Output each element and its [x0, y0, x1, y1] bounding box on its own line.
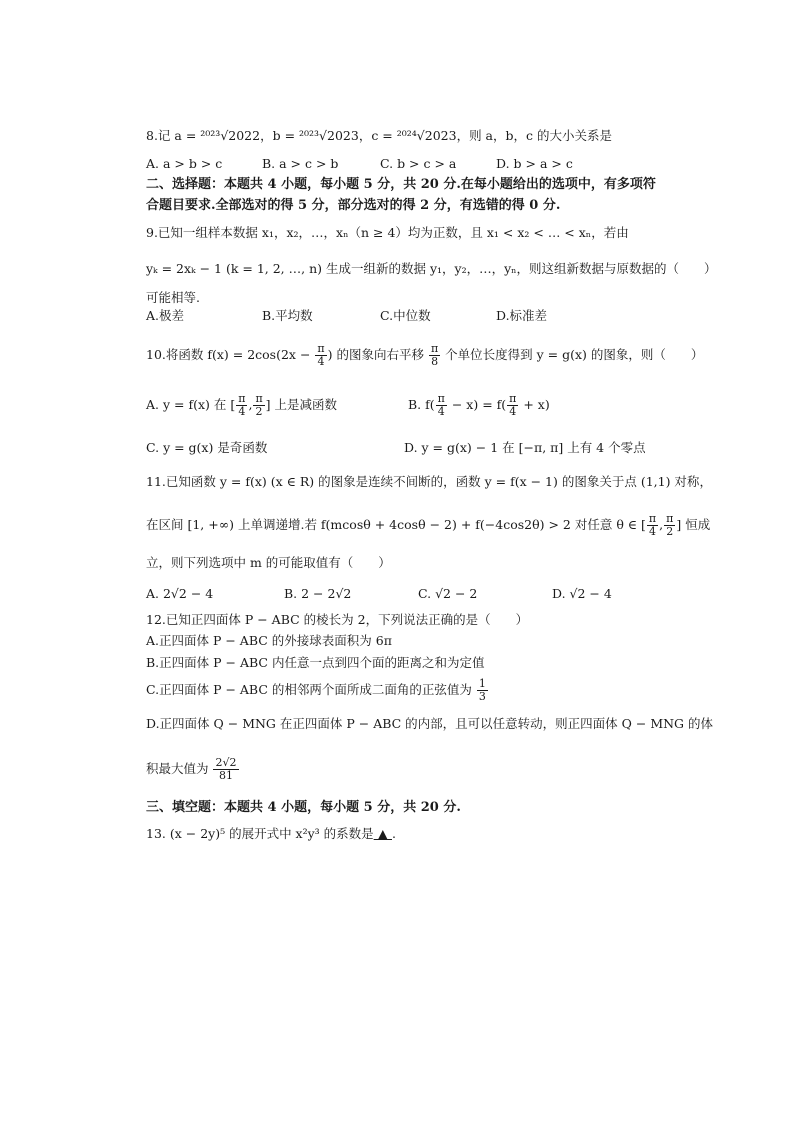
fraction-numerator: π [437, 392, 445, 405]
q12-option-d-line2 [146, 753, 240, 785]
q8-option-d: D. b > a > c [496, 156, 573, 171]
q8-option-b: B. a > c > b [262, 156, 339, 171]
fraction-one-third [477, 678, 488, 703]
fraction-2root2-over-81 [213, 757, 238, 782]
q12-option-c-text: C.正四面体 P − ABC 的相邻两个面所成二面角的正弦值为 [146, 682, 476, 697]
fraction-pi-over-2 [664, 513, 675, 538]
q9-line1: 9.已知一组样本数据 x₁，x₂，…，xₙ（n ≥ 4）均为正数，且 x₁ < x₂ < … < xₙ，若由 [146, 225, 629, 240]
fraction-pi-over-4 [647, 513, 658, 538]
section2-heading-line1: 二、选择题：本题共 4 小题，每小题 5 分，共 20 分.在每小题给出的选项中，有多项符 [146, 177, 656, 192]
q11-line2-part1: 在区间 [1, +∞) 上单调递增.若 f(mcosθ + 4cosθ − 2) + f(−4cos2θ) > 2 对任意 θ ∈ [ [146, 517, 646, 532]
q13-stem-text: 13. (x − 2y)⁵ 的展开式中 x²y³ 的系数是 [146, 826, 374, 841]
q8-option-c: C. b > c > a [380, 156, 457, 171]
fraction-pi-over-4 [436, 393, 447, 418]
q10-option-a: A. y = f(x) 在 [ $\frac{\pi}{4}$ , $\frac{\pi}{2}$ ] 上是减函数 [146, 392, 338, 418]
q10-fraction-pi-over-8 [429, 343, 440, 368]
fraction-pi-over-2 [253, 393, 264, 418]
q13-stem [146, 826, 396, 842]
fraction-denominator: 4 [509, 405, 517, 418]
q11-line2: 在区间 [1, +∞) 上单调递增.若 f(mcosθ + 4cosθ − 2) + f(−4cos2θ) > 2 对任意 θ ∈ [ $\frac{\pi}{4}$ , $\frac{\pi}{2}$ ] 恒成 [146, 512, 711, 538]
q9-line2: yₖ = 2xₖ − 1 (k = 1, 2, …, n) 生成一组新的数据 y₁，y₂，…，yₙ，则这组新数据与原数据的（ ） [146, 261, 717, 276]
fraction-numerator: π [255, 392, 263, 405]
q11-option-a: A. 2√2 − 4 [146, 586, 214, 601]
fraction-denominator: 4 [317, 355, 325, 368]
q10-option-b-part2: − x) = f( [447, 397, 507, 412]
fraction-denominator: 4 [437, 405, 445, 418]
q8-stem: 8.记 a = ²⁰²³√2022，b = ²⁰²³√2023，c = ²⁰²⁴√2023，则 a，b，c 的大小关系是 [146, 128, 612, 143]
q10-stem-part1: 10.将函数 f(x) = 2cos(2x − [146, 347, 315, 362]
fraction-denominator: 8 [431, 355, 439, 368]
fraction-numerator: 2√2 [215, 756, 237, 769]
q11-line2-part2: ] 恒成 [676, 517, 711, 532]
q11-line3: 立，则下列选项中 m 的可能取值有（ ） [146, 555, 391, 570]
q12-option-d-line1: D.正四面体 Q − MNG 在正四面体 P − ABC 的内部，且可以任意转动，则正四面体 Q − MNG 的体 [146, 716, 714, 731]
q10-option-b [408, 390, 550, 420]
q12-stem: 12.已知正四面体 P − ABC 的棱长为 2，下列说法正确的是（ ） [146, 612, 529, 627]
q9-option-c: C.中位数 [380, 308, 431, 323]
q9-option-d: D.标准差 [496, 308, 548, 323]
q12-option-d-text: 积最大值为 [146, 761, 213, 776]
q11-option-d: D. √2 − 4 [552, 586, 612, 601]
q12-option-b: B.正四面体 P − ABC 内任意一点到四个面的距离之和为定值 [146, 655, 485, 670]
q10-stem-part2: ) 的图象向右平移 [327, 347, 428, 362]
q10-stem [146, 340, 703, 370]
fraction-denominator: 3 [478, 690, 486, 703]
fraction-numerator: π [238, 392, 246, 405]
q8-option-a: A. a > b > c [146, 156, 223, 171]
q10-option-d: D. y = g(x) − 1 在 [−π, π] 上有 4 个零点 [404, 440, 646, 455]
fraction-denominator: 4 [238, 405, 246, 418]
q10-stem-part3: 个单位长度得到 y = g(x) 的图象，则（ ） [441, 347, 704, 362]
fraction-pi-over-4 [507, 393, 518, 418]
section3-heading: 三、填空题：本题共 4 小题，每小题 5 分，共 20 分. [146, 800, 461, 815]
q11-option-c: C. √2 − 2 [418, 586, 478, 601]
q10-option-c: C. y = g(x) 是奇函数 [146, 440, 268, 455]
q12-option-a: A.正四面体 P − ABC 的外接球表面积为 6π [146, 633, 392, 648]
q10-option-b-part1: B. f( [408, 397, 435, 412]
q9-line3: 可能相等. [146, 290, 200, 305]
q10-fraction-pi-over-4 [315, 343, 326, 368]
fraction-numerator: π [430, 342, 439, 355]
fraction-pi-over-4 [236, 393, 247, 418]
section2-heading-line2: 合题目要求.全部选对的得 5 分，部分选对的得 2 分，有选错的得 0 分. [146, 198, 561, 213]
fraction-denominator: 4 [649, 525, 657, 538]
q11-line1: 11.已知函数 y = f(x) (x ∈ R) 的图象是连续不间断的，函数 y = f(x − 1) 的图象关于点 (1,1) 对称， [146, 474, 712, 489]
fraction-denominator: 2 [255, 405, 263, 418]
q9-option-a: A.极差 [146, 308, 185, 323]
fraction-numerator: π [317, 342, 325, 355]
fraction-denominator: 81 [218, 769, 233, 782]
q9-option-b: B.平均数 [262, 308, 313, 323]
q11-option-b: B. 2 − 2√2 [284, 586, 352, 601]
fraction-numerator: π [648, 512, 657, 525]
q13-answer-blank[interactable]: ▲ [373, 826, 392, 841]
q12-option-c [146, 675, 489, 705]
q13-stem-end: . [391, 826, 396, 841]
fraction-numerator: 1 [478, 677, 486, 690]
fraction-numerator: π [509, 392, 517, 405]
q10-option-b-part3: + x) [519, 397, 550, 412]
q10-option-a-part1: A. y = f(x) 在 [ [146, 397, 236, 412]
fraction-numerator: π [666, 512, 674, 525]
q10-option-a-part2: ] 上是减函数 [265, 397, 338, 412]
fraction-denominator: 2 [666, 525, 674, 538]
